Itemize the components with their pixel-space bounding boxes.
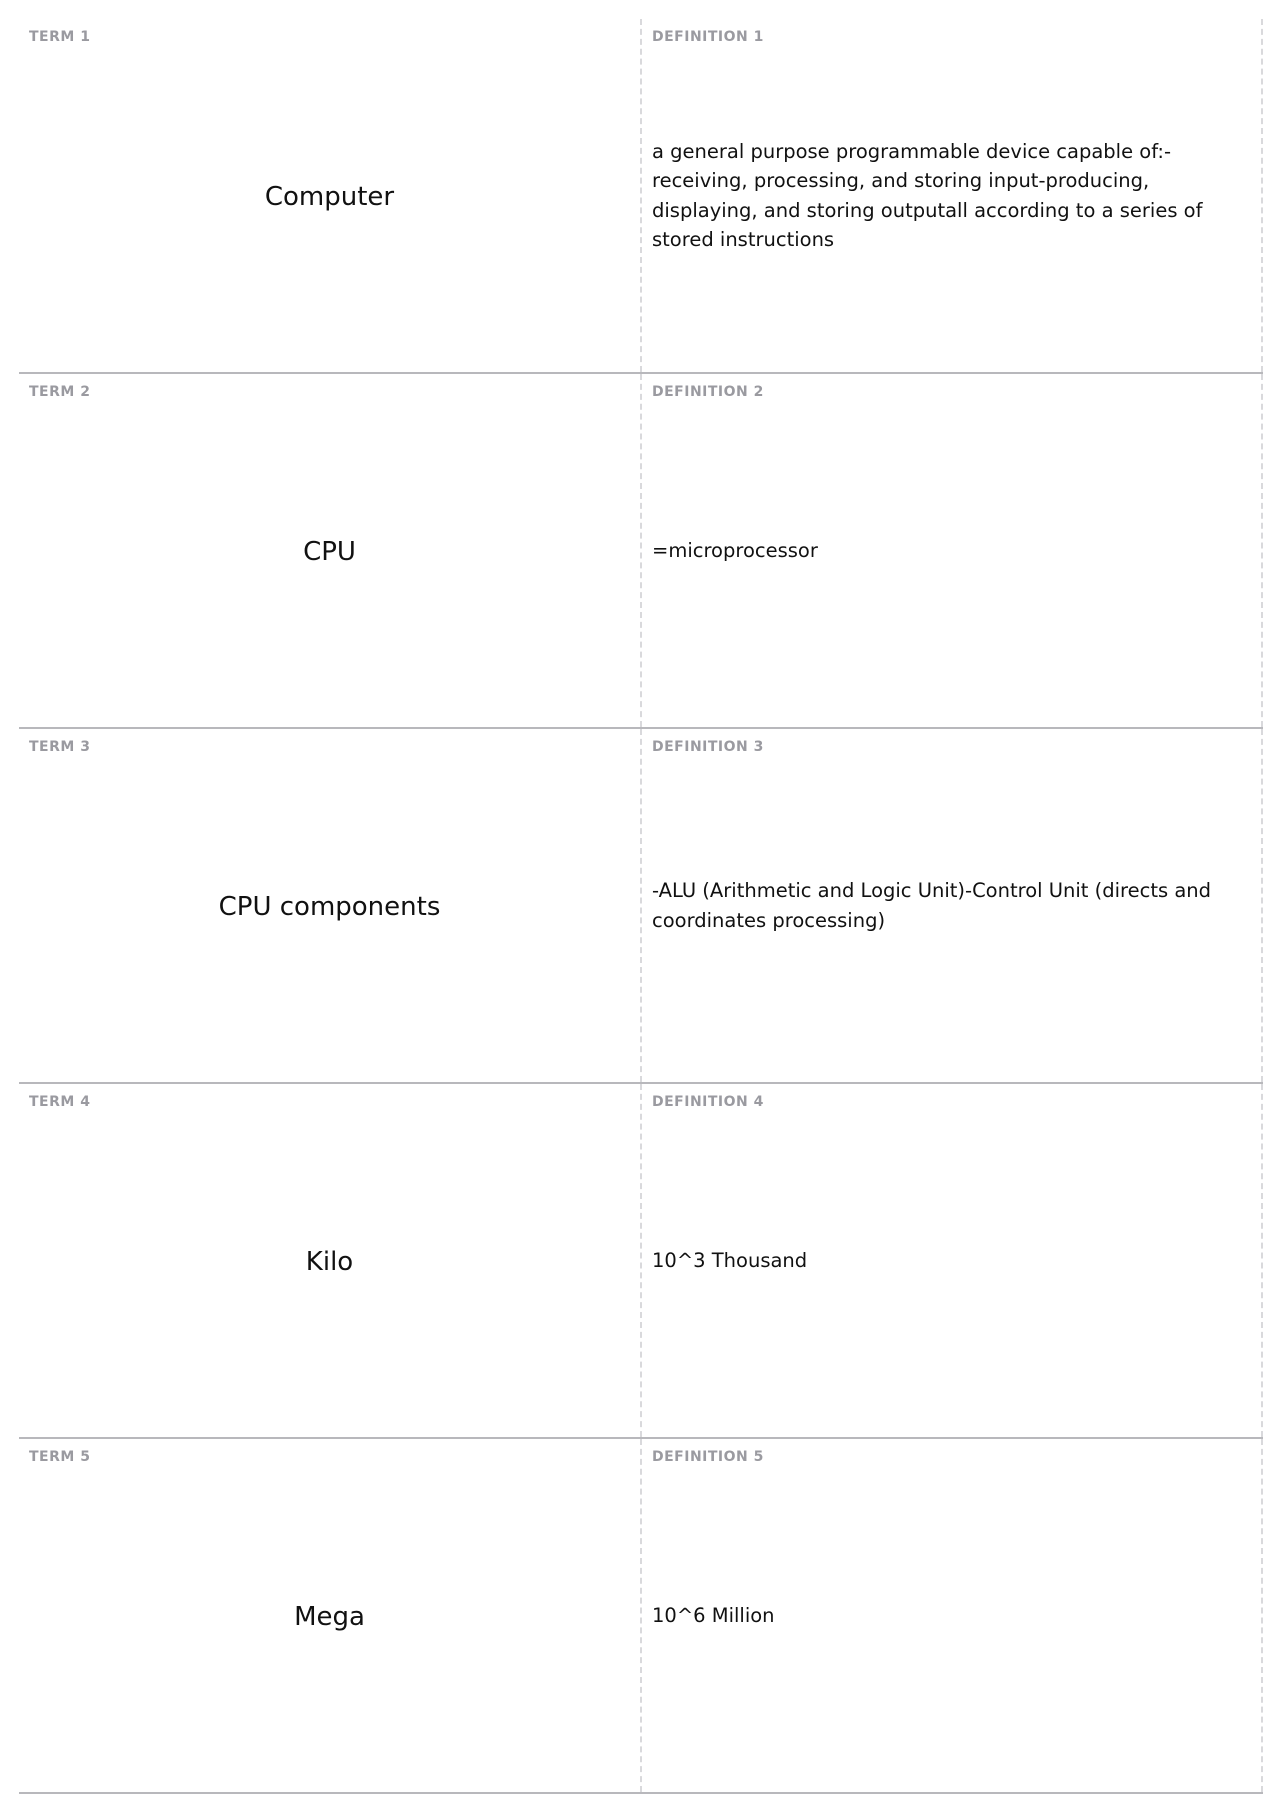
flashcard-row-3 xyxy=(19,729,1263,1084)
definition-text-1: a general purpose programmable device capable of:-receiving, processing, and storing input-producing, displaying, and storing outputall according to a series of stored instructions xyxy=(652,139,1203,251)
definition-label-3: DEFINITION 3 xyxy=(652,739,764,755)
term-label-2: TERM 2 xyxy=(29,384,91,400)
term-label-1: TERM 1 xyxy=(29,29,91,45)
definition-text-4: 10^3 Thousand xyxy=(652,1248,808,1272)
term-text-4: Kilo xyxy=(305,1246,354,1277)
definition-label-1: DEFINITION 1 xyxy=(652,29,764,45)
flashcard-row-1 xyxy=(19,19,1263,374)
definition-text-wrap-1 xyxy=(652,19,1237,372)
flashcard-sheet xyxy=(19,19,1263,1794)
flashcard-row-5 xyxy=(19,1439,1263,1794)
definition-cell-3 xyxy=(642,729,1263,1082)
definition-text-wrap-2 xyxy=(652,374,1237,727)
flashcard-row-4 xyxy=(19,1084,1263,1439)
term-cell-1 xyxy=(19,19,642,372)
definition-text-wrap-5 xyxy=(652,1439,1237,1792)
definition-cell-2 xyxy=(642,374,1263,727)
flashcard-row-2 xyxy=(19,374,1263,729)
term-label-4: TERM 4 xyxy=(29,1094,91,1110)
definition-cell-5 xyxy=(642,1439,1263,1792)
definition-cell-1 xyxy=(642,19,1263,372)
definition-text-wrap-4 xyxy=(652,1084,1237,1437)
term-text-3: CPU components xyxy=(218,891,441,922)
term-label-3: TERM 3 xyxy=(29,739,91,755)
definition-text-wrap-3 xyxy=(652,729,1237,1082)
definition-text-5: 10^6 Million xyxy=(652,1603,775,1627)
definition-cell-4 xyxy=(642,1084,1263,1437)
definition-label-5: DEFINITION 5 xyxy=(652,1449,764,1465)
definition-label-4: DEFINITION 4 xyxy=(652,1094,764,1110)
term-text-1: Computer xyxy=(264,181,395,212)
term-label-5: TERM 5 xyxy=(29,1449,91,1465)
term-text-5: Mega xyxy=(294,1601,365,1632)
term-cell-4 xyxy=(19,1084,642,1437)
term-cell-3 xyxy=(19,729,642,1082)
term-cell-5 xyxy=(19,1439,642,1792)
term-text-2: CPU xyxy=(303,536,356,567)
definition-text-2: =microprocessor xyxy=(652,538,818,562)
definition-label-2: DEFINITION 2 xyxy=(652,384,764,400)
definition-text-3: -ALU (Arithmetic and Logic Unit)-Control Unit (directs and coordinates processing) xyxy=(652,879,1212,932)
term-cell-2 xyxy=(19,374,642,727)
